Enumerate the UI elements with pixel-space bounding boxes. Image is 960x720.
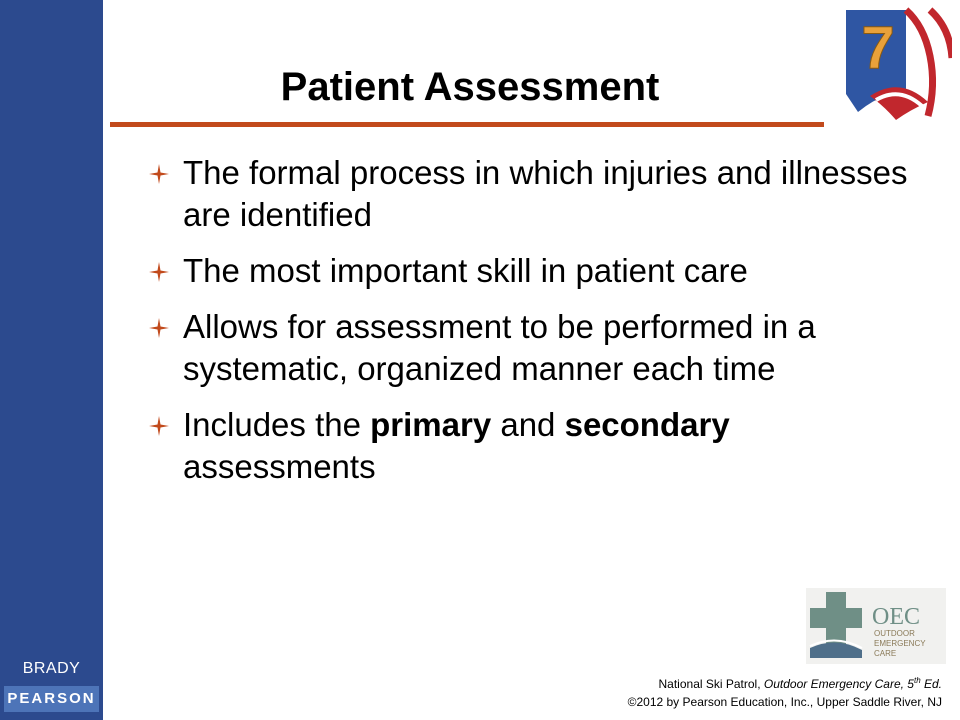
bullet-item: [148, 152, 918, 236]
bullet-emphasis-secondary: secondary: [564, 406, 730, 443]
oec-line2: EMERGENCY: [874, 639, 926, 648]
oec-logo: [806, 588, 946, 664]
left-brand-band: [0, 0, 103, 720]
bullet-item: [148, 404, 918, 488]
chapter-number: 7: [861, 14, 895, 81]
oec-line1: OUTDOOR: [874, 629, 915, 638]
sparkle-bullet-icon: [148, 163, 170, 185]
bullet-item: [148, 306, 918, 390]
citation-copyright: ©2012 by Pearson Education, Inc., Upper Saddle River, NJ: [627, 695, 942, 709]
sparkle-bullet-icon: [148, 317, 170, 339]
citation-book: Outdoor Emergency Care, 5: [763, 677, 914, 691]
sparkle-bullet-icon: [148, 261, 170, 283]
citation: [382, 672, 942, 711]
oec-cross-icon: [806, 588, 946, 664]
bullet-item: [148, 250, 918, 292]
citation-edition-suffix: Ed.: [920, 677, 942, 691]
bullet-text: Allows for assessment to be performed in a systematic, organized manner each time: [183, 308, 816, 387]
brady-imprint: BRADY: [22, 660, 81, 677]
oec-abbr: OEC: [872, 604, 920, 630]
bullet-emphasis-primary: primary: [370, 406, 492, 443]
citation-prefix: National Ski Patrol,: [658, 677, 764, 691]
bullet-text-prefix: Includes the: [183, 406, 371, 443]
citation-edition-sup: th: [913, 676, 921, 685]
bullet-text-middle: and: [491, 406, 565, 443]
slide-title: Patient Assessment: [280, 65, 660, 109]
bullet-text-suffix: assessments: [183, 448, 376, 485]
title-underline: [110, 122, 824, 127]
pearson-logo: PEARSON: [4, 686, 99, 712]
chapter-badge-icon: [840, 6, 952, 124]
sparkle-bullet-icon: [148, 415, 170, 437]
bullet-text: The most important skill in patient care: [183, 252, 748, 289]
citation-line-1: [382, 672, 942, 693]
bullet-text: The formal process in which injuries and illnesses are identified: [183, 154, 908, 233]
oec-line3: CARE: [874, 649, 897, 658]
bullet-list: [148, 152, 918, 502]
